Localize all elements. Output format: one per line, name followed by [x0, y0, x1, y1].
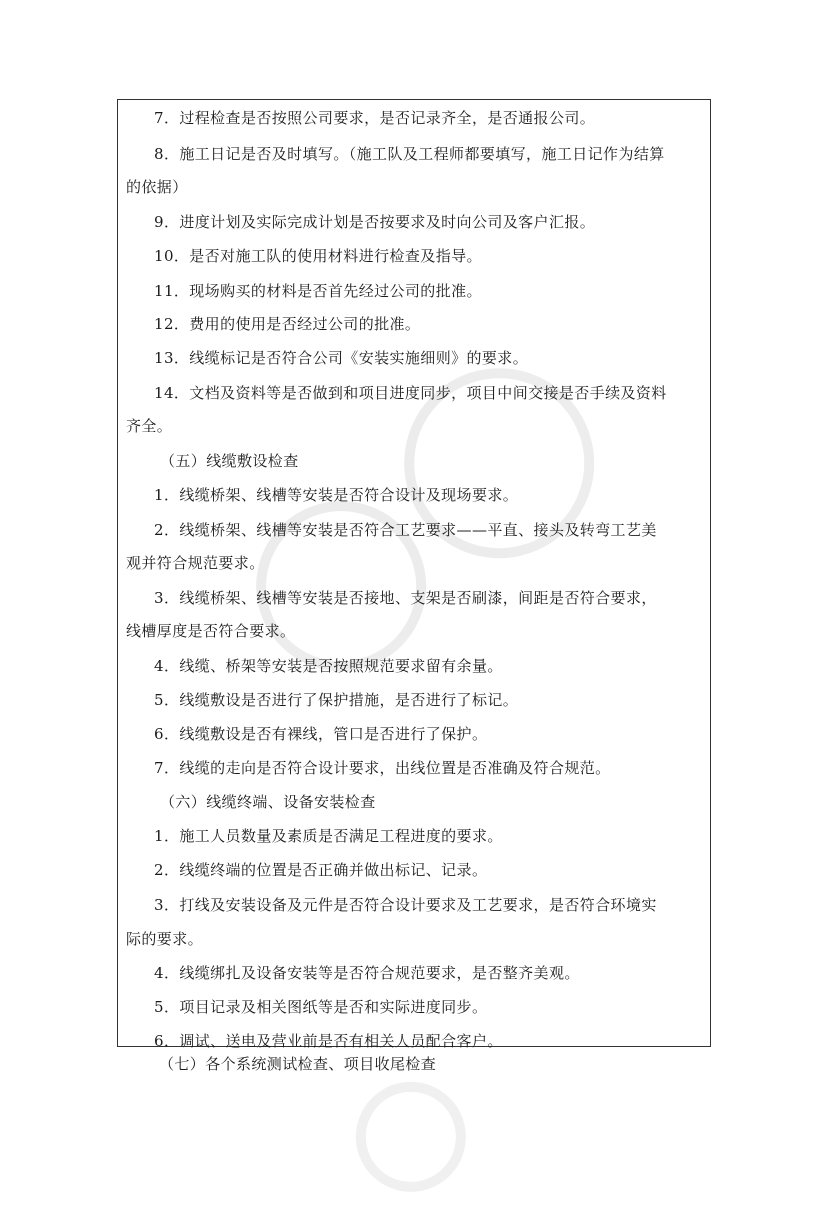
section-heading: （六）线缆终端、设备安装检查 [160, 793, 376, 811]
text-line: 5．线缆敷设是否进行了保护措施，是否进行了标记。 [154, 691, 519, 709]
text-line: 2．线缆终端的位置是否正确并做出标记、记录。 [154, 861, 488, 879]
document-frame [117, 99, 711, 1050]
text-line: 10．是否对施工队的使用材料进行检查及指导。 [154, 247, 482, 265]
text-line: 1．线缆桥架、线槽等安装是否符合设计及现场要求。 [154, 486, 519, 504]
text-line: 4．线缆绑扎及设备安装等是否符合规范要求，是否整齐美观。 [154, 964, 580, 982]
text-line: 4．线缆、桥架等安装是否按照规范要求留有余量。 [154, 657, 503, 675]
text-line: 2．线缆桥架、线槽等安装是否符合工艺要求——平直、接头及转弯工艺美 [154, 521, 657, 539]
document-body [118, 100, 710, 1050]
text-line: 6．线缆敷设是否有裸线，管口是否进行了保护。 [154, 725, 488, 743]
text-line: 9．进度计划及实际完成计划是否按要求及时向公司及客户汇报。 [154, 213, 596, 231]
text-line: 5．项目记录及相关图纸等是否和实际进度同步。 [154, 998, 488, 1016]
text-line: 6．调试、送电及营业前是否有相关人员配合客户。 [154, 1032, 503, 1050]
text-line: 14．文档及资料等是否做到和项目进度同步，项目中间交接是否手续及资料 [154, 384, 667, 402]
text-line: 7．过程检查是否按照公司要求，是否记录齐全，是否通报公司。 [154, 109, 596, 127]
text-line: 11．现场购买的材料是否首先经过公司的批准。 [154, 282, 482, 300]
watermark-circle [336, 1062, 486, 1212]
text-line: 观并符合规范要求。 [126, 554, 265, 572]
text-line: 齐全。 [126, 417, 173, 435]
section-heading: （五）线缆敷设检查 [160, 452, 299, 470]
text-line: 际的要求。 [126, 930, 204, 948]
section-heading: （七）各个系统测试检查、项目收尾检查 [159, 1055, 437, 1073]
text-line: 7．线缆的走向是否符合设计要求，出线位置是否准确及符合规范。 [154, 759, 611, 777]
text-line: 13．线缆标记是否符合公司《安装实施细则》的要求。 [154, 349, 529, 367]
text-line: 1．施工人员数量及素质是否满足工程进度的要求。 [154, 827, 503, 845]
text-line: 3．线缆桥架、线槽等安装是否接地、支架是否刷漆，间距是否符合要求， [154, 589, 657, 607]
text-line: 线槽厚度是否符合要求。 [126, 622, 296, 640]
text-line: 8．施工日记是否及时填写。（施工队及工程师都要填写，施工日记作为结算 [154, 145, 665, 163]
text-line: 的依据） [126, 178, 188, 196]
text-line: 3．打线及安装设备及元件是否符合设计要求及工艺要求，是否符合环境实 [154, 896, 657, 914]
text-line: 12．费用的使用是否经过公司的批准。 [154, 315, 421, 333]
